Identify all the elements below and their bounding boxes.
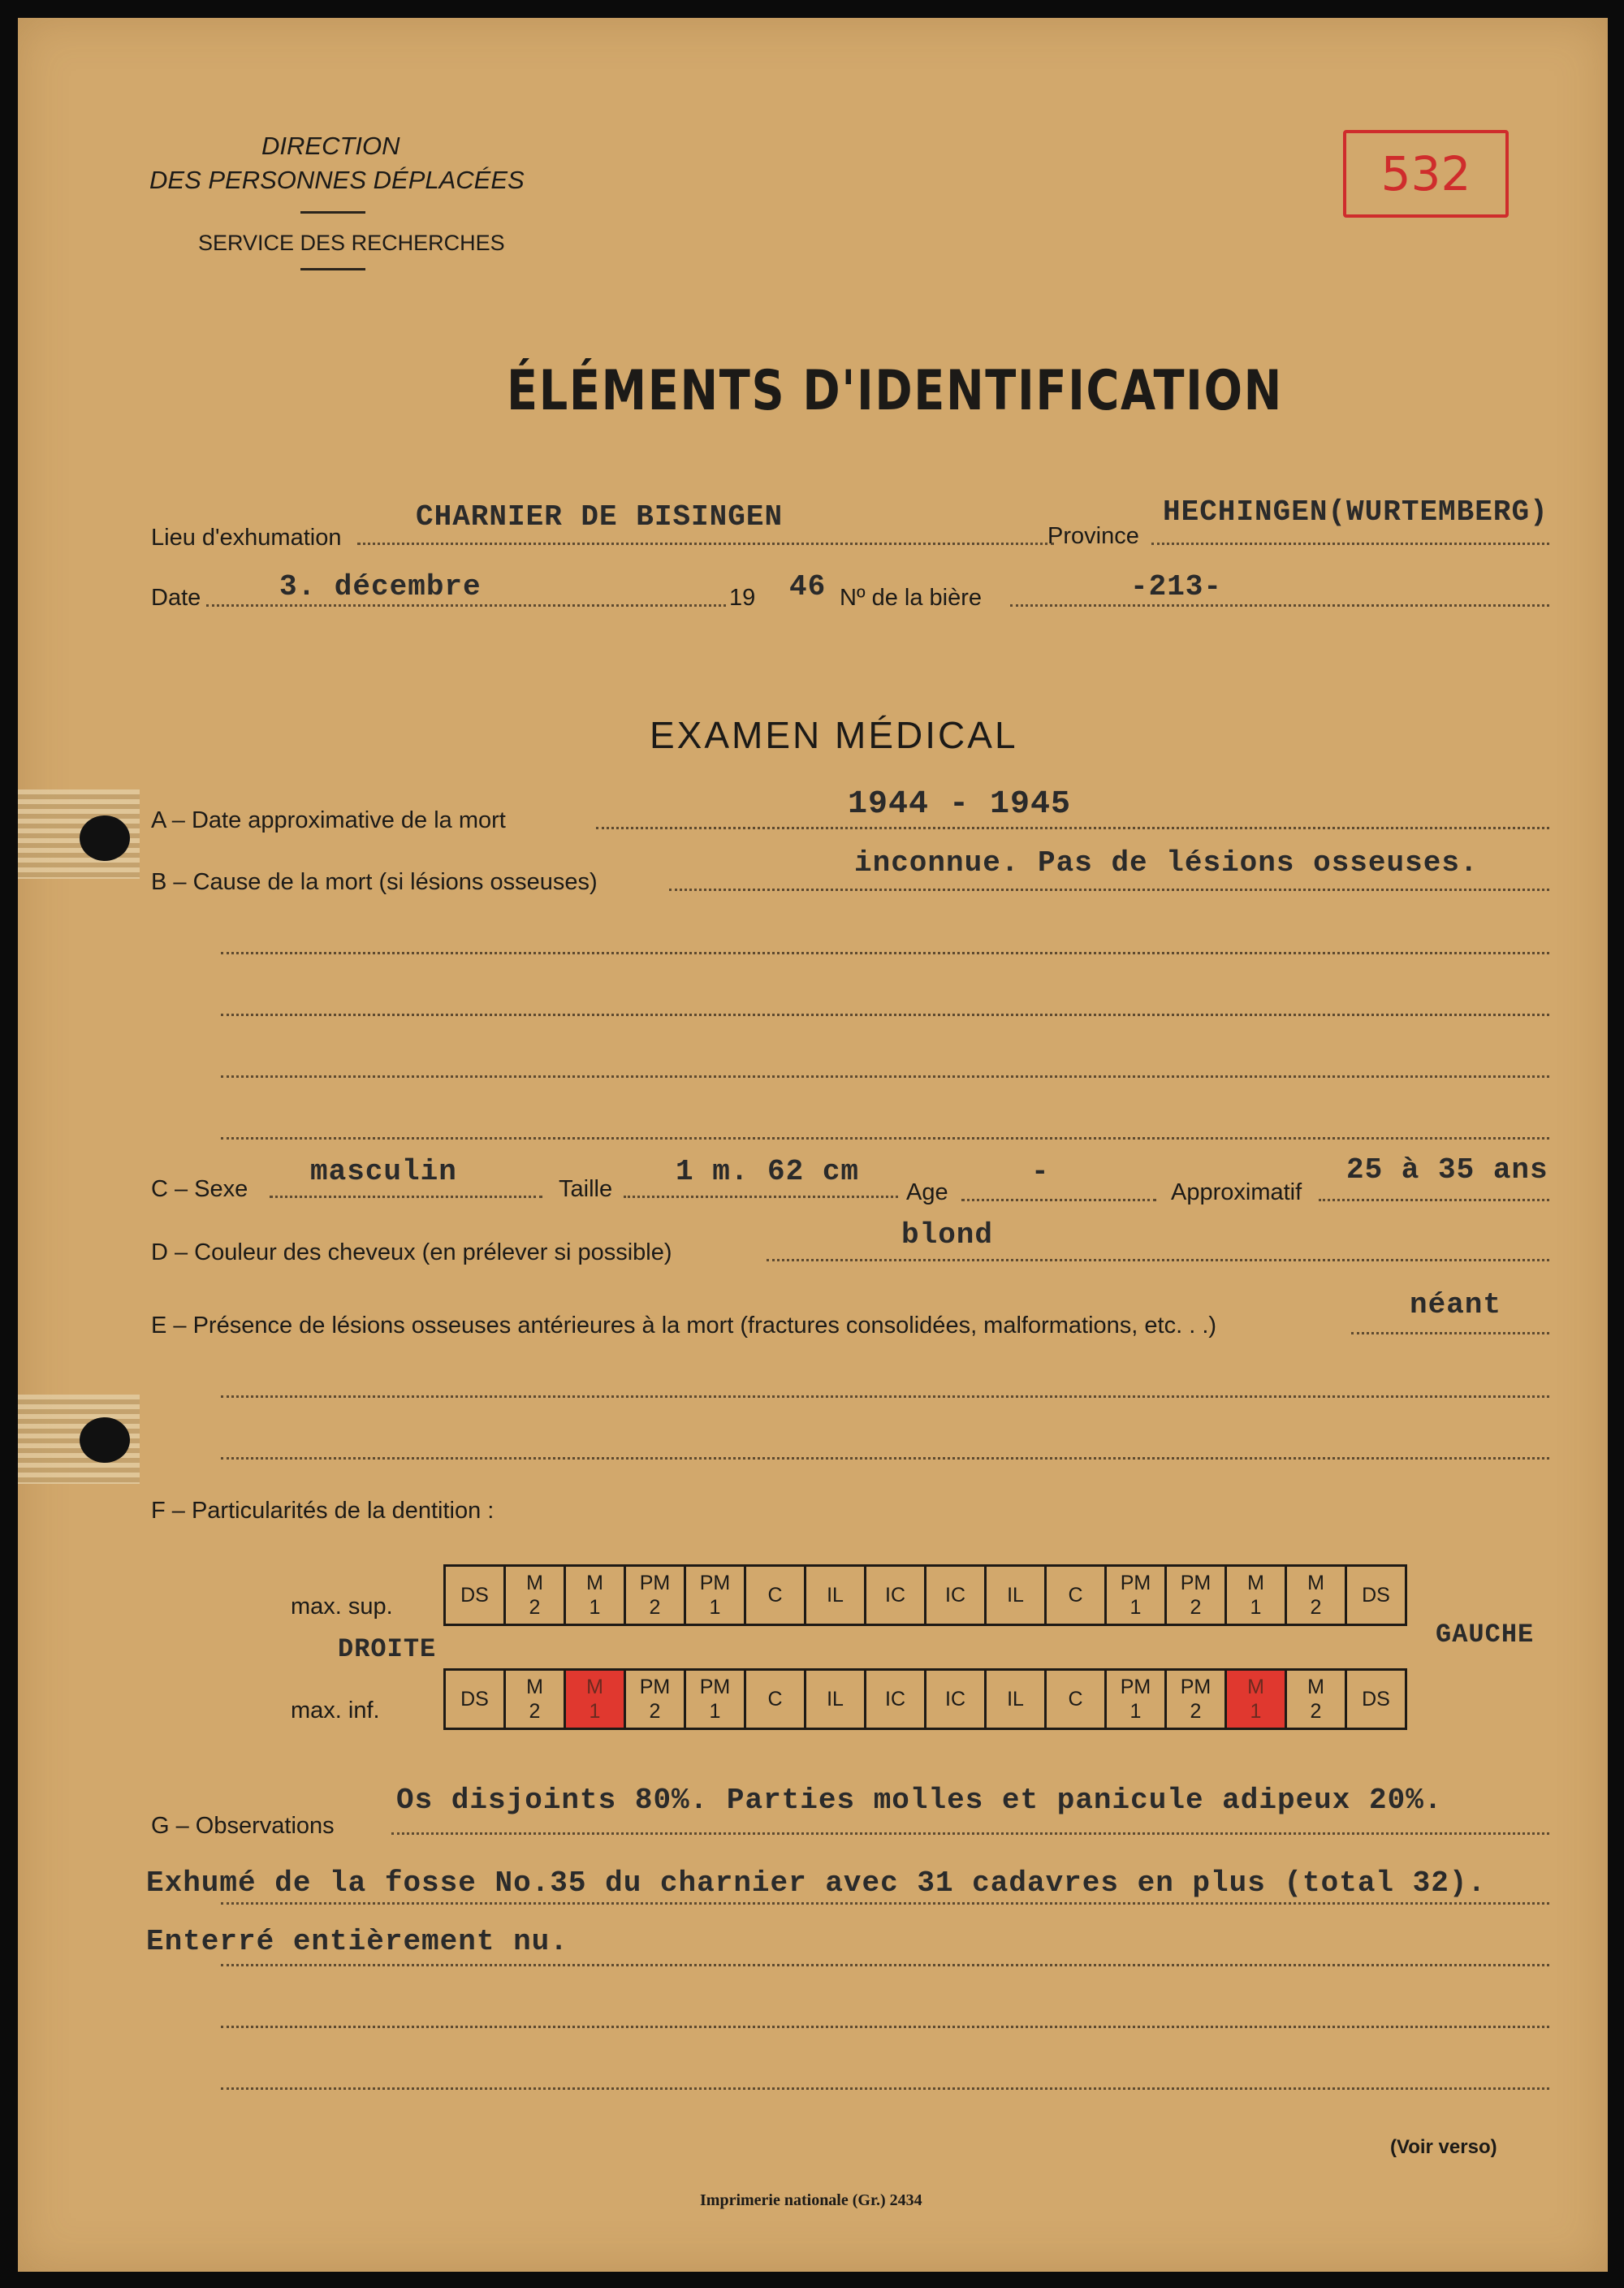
droite-label: DROITE — [338, 1634, 437, 1664]
lower-tooth-cell — [806, 1670, 866, 1729]
date-label: Date — [151, 585, 201, 611]
lieu-value: CHARNIER DE BISINGEN — [416, 500, 784, 534]
punch-hole-top — [80, 815, 130, 861]
tooth-number: 1 — [1129, 1596, 1142, 1619]
tooth-number: 2 — [649, 1596, 661, 1619]
tooth-type: M — [586, 1572, 603, 1594]
tooth-type: M — [526, 1676, 543, 1698]
lower-tooth-cell — [505, 1670, 565, 1729]
upper-tooth-cell — [685, 1566, 745, 1625]
printer-imprint: Imprimerie nationale (Gr.) 2434 — [700, 2191, 922, 2209]
age-label: Age — [906, 1179, 948, 1205]
tooth-type: M — [1307, 1676, 1324, 1698]
tooth-number: 2 — [529, 1596, 541, 1619]
upper-tooth-cell — [445, 1566, 505, 1625]
section-d-value: blond — [901, 1218, 994, 1252]
punch-hole-bottom — [80, 1417, 130, 1463]
taille-label: Taille — [559, 1176, 613, 1202]
lower-tooth-cell — [745, 1670, 806, 1729]
upper-tooth-cell — [565, 1566, 625, 1625]
upper-tooth-cell — [866, 1566, 926, 1625]
tooth-type: C — [1068, 1688, 1083, 1711]
lower-tooth-cell — [926, 1670, 986, 1729]
tooth-number: 2 — [1310, 1700, 1322, 1723]
lower-tooth-cell — [685, 1670, 745, 1729]
tooth-type: PM — [1120, 1676, 1151, 1698]
tooth-type: PM — [1120, 1572, 1151, 1594]
biere-value: -213- — [1130, 570, 1223, 603]
tooth-type: PM — [639, 1676, 671, 1698]
biere-dotline — [1010, 604, 1549, 607]
lower-tooth-cell — [625, 1670, 685, 1729]
tooth-type: DS — [1362, 1688, 1390, 1711]
lower-tooth-cell — [1346, 1670, 1406, 1729]
tooth-type: IL — [827, 1584, 844, 1607]
lower-teeth-row — [445, 1670, 1406, 1729]
tooth-type: PM — [639, 1572, 671, 1594]
header-direction: DIRECTION — [261, 132, 400, 160]
year-prefix: 19 — [729, 585, 756, 611]
lower-tooth-cell — [565, 1670, 625, 1729]
lower-tooth-cell — [1226, 1670, 1286, 1729]
province-value: HECHINGEN(WURTEMBERG) — [1163, 495, 1548, 529]
age-value: - — [1031, 1155, 1050, 1188]
observations-dotline-4 — [221, 2026, 1549, 2028]
tooth-number: 2 — [529, 1700, 541, 1723]
lower-tooth-cell — [1106, 1670, 1166, 1729]
tooth-type: IL — [1007, 1688, 1024, 1711]
section-e-line-3 — [221, 1457, 1549, 1460]
lower-tooth-cell — [986, 1670, 1046, 1729]
tooth-number: 2 — [1190, 1700, 1202, 1723]
upper-tooth-cell — [1286, 1566, 1346, 1625]
upper-tooth-cell — [986, 1566, 1046, 1625]
section-d-label: D – Couleur des cheveux (en prélever si possible) — [151, 1239, 672, 1265]
upper-tooth-cell — [1346, 1566, 1406, 1625]
section-c-label: C – Sexe — [151, 1176, 248, 1202]
approx-dotline — [1319, 1199, 1549, 1201]
header-divider-1 — [300, 211, 365, 214]
tooth-number: 1 — [1250, 1700, 1262, 1723]
lieu-label: Lieu d'exhumation — [151, 525, 342, 551]
tooth-type: C — [767, 1584, 783, 1607]
tooth-type: DS — [460, 1688, 489, 1711]
tooth-type: C — [1068, 1584, 1083, 1607]
upper-tooth-cell — [806, 1566, 866, 1625]
observations-dotline-5 — [221, 2087, 1549, 2090]
tooth-type: PM — [699, 1572, 731, 1594]
upper-tooth-cell — [1166, 1566, 1226, 1625]
section-b-line-5 — [221, 1137, 1549, 1140]
section-f-label: F – Particularités de la dentition : — [151, 1498, 495, 1524]
section-b-value: inconnue. Pas de lésions osseuses. — [854, 846, 1479, 880]
taille-value: 1 m. 62 cm — [676, 1155, 860, 1188]
page-title: ÉLÉMENTS D'IDENTIFICATION — [507, 359, 1283, 423]
lower-teeth-chart — [443, 1668, 1407, 1730]
upper-tooth-cell — [1046, 1566, 1106, 1625]
province-label: Province — [1047, 523, 1139, 549]
section-a-label: A – Date approximative de la mort — [151, 807, 506, 833]
section-a-value: 1944 - 1945 — [848, 786, 1072, 823]
header-personnes-deplacees: DES PERSONNES DÉPLACÉES — [149, 166, 525, 194]
biere-label: Nº de la bière — [840, 585, 983, 611]
date-dotline — [206, 604, 726, 607]
tooth-type: M — [586, 1676, 603, 1698]
upper-tooth-cell — [1226, 1566, 1286, 1625]
observations-line-1: Os disjoints 80%. Parties molles et panicule adipeux 20%. — [396, 1784, 1443, 1817]
tooth-number: 2 — [1190, 1596, 1202, 1619]
max-inf-label: max. inf. — [291, 1698, 380, 1724]
sexe-value: masculin — [310, 1155, 457, 1188]
section-b-label: B – Cause de la mort (si lésions osseuses) — [151, 869, 598, 895]
tooth-number: 1 — [709, 1700, 721, 1723]
section-e-dotline — [1351, 1332, 1549, 1334]
tooth-type: M — [526, 1572, 543, 1594]
upper-tooth-cell — [926, 1566, 986, 1625]
voir-verso: (Voir verso) — [1390, 2136, 1497, 2158]
tooth-number: 1 — [589, 1700, 601, 1723]
tooth-number: 1 — [1250, 1596, 1262, 1619]
tooth-number: 2 — [1310, 1596, 1322, 1619]
province-dotline — [1151, 543, 1549, 545]
section-e-label: E – Présence de lésions osseuses antérieures à la mort (fractures consolidées, malformations, etc. . .) — [151, 1313, 1217, 1339]
gauche-label: GAUCHE — [1436, 1620, 1535, 1650]
observations-line-3: Enterré entièrement nu. — [146, 1925, 568, 1958]
lower-tooth-cell — [1046, 1670, 1106, 1729]
tooth-type: IC — [885, 1584, 905, 1607]
tooth-number: 1 — [1129, 1700, 1142, 1723]
tooth-number: 1 — [589, 1596, 601, 1619]
observations-dotline-3 — [221, 1964, 1549, 1966]
section-b-line-3 — [221, 1014, 1549, 1016]
tooth-type: M — [1247, 1676, 1264, 1698]
exam-title: EXAMEN MÉDICAL — [650, 714, 1018, 756]
upper-teeth-chart — [443, 1564, 1407, 1626]
section-b-dotline — [669, 889, 1549, 891]
observations-dotline-2 — [221, 1902, 1549, 1905]
tooth-type: DS — [460, 1584, 489, 1607]
taille-dotline — [624, 1196, 898, 1198]
section-d-dotline — [767, 1259, 1549, 1261]
tooth-type: DS — [1362, 1584, 1390, 1607]
tooth-type: IC — [885, 1688, 905, 1711]
upper-tooth-cell — [1106, 1566, 1166, 1625]
tooth-number: 1 — [709, 1596, 721, 1619]
lieu-dotline — [357, 543, 1054, 545]
header-service: SERVICE DES RECHERCHES — [198, 231, 505, 255]
tooth-type: IC — [945, 1584, 965, 1607]
lower-tooth-cell — [445, 1670, 505, 1729]
year-value: 46 — [789, 570, 827, 603]
approx-label: Approximatif — [1171, 1179, 1302, 1205]
section-b-line-2 — [221, 952, 1549, 954]
lower-tooth-cell — [1166, 1670, 1226, 1729]
section-a-dotline — [596, 827, 1549, 829]
upper-tooth-cell — [505, 1566, 565, 1625]
observations-label: G – Observations — [151, 1813, 335, 1839]
tooth-number: 2 — [649, 1700, 661, 1723]
upper-tooth-cell — [625, 1566, 685, 1625]
tooth-type: PM — [699, 1676, 731, 1698]
tooth-type: PM — [1180, 1572, 1212, 1594]
lower-tooth-cell — [1286, 1670, 1346, 1729]
lower-tooth-cell — [866, 1670, 926, 1729]
observations-dotline-1 — [391, 1832, 1549, 1835]
form-sheet — [18, 18, 1608, 2272]
tooth-type: M — [1307, 1572, 1324, 1594]
tooth-type: PM — [1180, 1676, 1212, 1698]
section-b-line-4 — [221, 1075, 1549, 1078]
tooth-type: IL — [827, 1688, 844, 1711]
observations-line-2: Exhumé de la fosse No.35 du charnier avec 31 cadavres en plus (total 32). — [146, 1866, 1487, 1900]
upper-teeth-row — [445, 1566, 1406, 1625]
age-dotline — [961, 1199, 1156, 1201]
sexe-dotline — [270, 1196, 542, 1198]
tooth-type: IL — [1007, 1584, 1024, 1607]
section-e-value: néant — [1410, 1288, 1502, 1321]
date-value: 3. décembre — [279, 570, 482, 603]
section-e-line-2 — [221, 1395, 1549, 1398]
tooth-type: M — [1247, 1572, 1264, 1594]
document-number-stamp: 532 — [1343, 130, 1509, 218]
max-sup-label: max. sup. — [291, 1594, 393, 1620]
header-divider-2 — [300, 268, 365, 270]
approx-value: 25 à 35 ans — [1346, 1153, 1548, 1187]
tooth-type: IC — [945, 1688, 965, 1711]
upper-tooth-cell — [745, 1566, 806, 1625]
tooth-type: C — [767, 1688, 783, 1711]
